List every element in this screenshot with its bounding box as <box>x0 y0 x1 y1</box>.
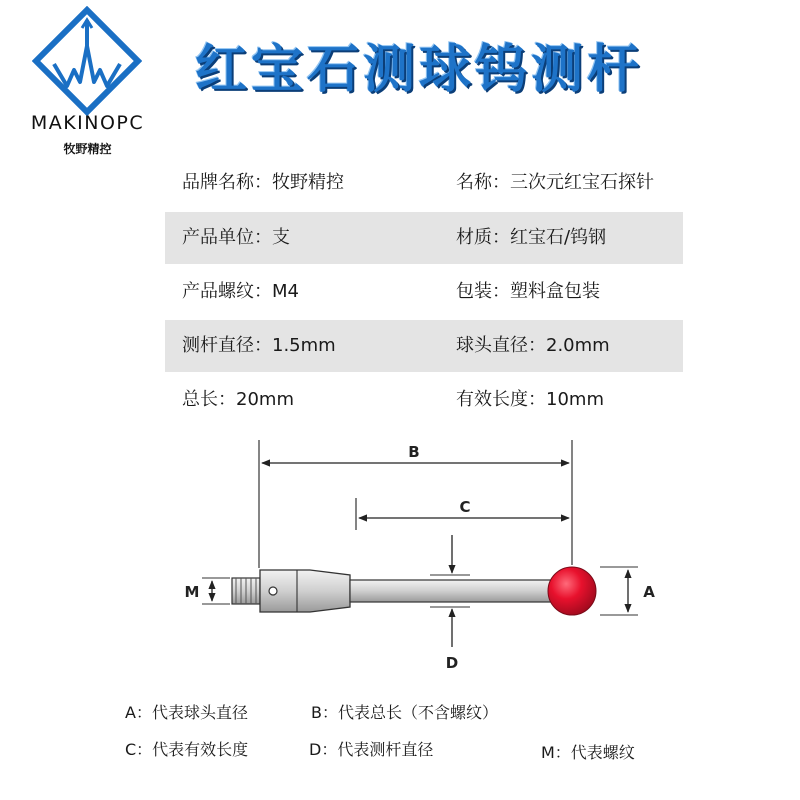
brand-logo <box>0 0 175 165</box>
spec-row <box>165 157 683 209</box>
page-title: 红宝石测球钨测杆 <box>195 39 644 100</box>
spec-row <box>165 320 683 372</box>
spec-stem-diameter: 测杆直径：1.5mm <box>182 335 336 356</box>
spec-effective-length: 有效长度：10mm <box>456 389 604 410</box>
spec-packaging: 包装：塑料盒包装 <box>456 281 600 302</box>
thread-section <box>232 578 260 604</box>
spec-row <box>165 374 683 426</box>
stylus-stem <box>350 580 555 602</box>
spec-total-length: 总长：20mm <box>182 389 294 410</box>
legend-c: C：代表有效长度 <box>125 740 249 759</box>
spec-row <box>165 212 683 264</box>
spec-row <box>165 266 683 318</box>
legend-d: D：代表测杆直径 <box>309 740 434 759</box>
ruby-ball <box>548 567 596 615</box>
stylus-dimension-diagram <box>150 430 670 690</box>
legend-b: B：代表总长（不含螺纹） <box>311 703 498 722</box>
legend-m: M：代表螺纹 <box>541 743 635 762</box>
spec-thread: 产品螺纹：M4 <box>182 281 299 302</box>
spec-name: 名称：三次元红宝石探针 <box>456 172 654 193</box>
label-m: M <box>184 583 200 601</box>
label-a: A <box>643 583 655 601</box>
legend-a: A：代表球头直径 <box>125 703 248 722</box>
spec-unit: 产品单位：支 <box>182 227 290 248</box>
brand-name-en: MAKINOPC <box>30 112 145 134</box>
spec-ball-diameter: 球头直径：2.0mm <box>456 335 610 356</box>
label-c: C <box>459 498 471 516</box>
logo-mark-icon <box>32 6 142 116</box>
brand-name-cn: 牧野精控 <box>63 142 112 156</box>
label-d: D <box>445 654 459 672</box>
spec-brand: 品牌名称：牧野精控 <box>182 172 344 193</box>
label-b: B <box>408 443 420 461</box>
wrench-hole <box>269 587 277 595</box>
spec-material: 材质：红宝石/钨钢 <box>456 227 607 248</box>
